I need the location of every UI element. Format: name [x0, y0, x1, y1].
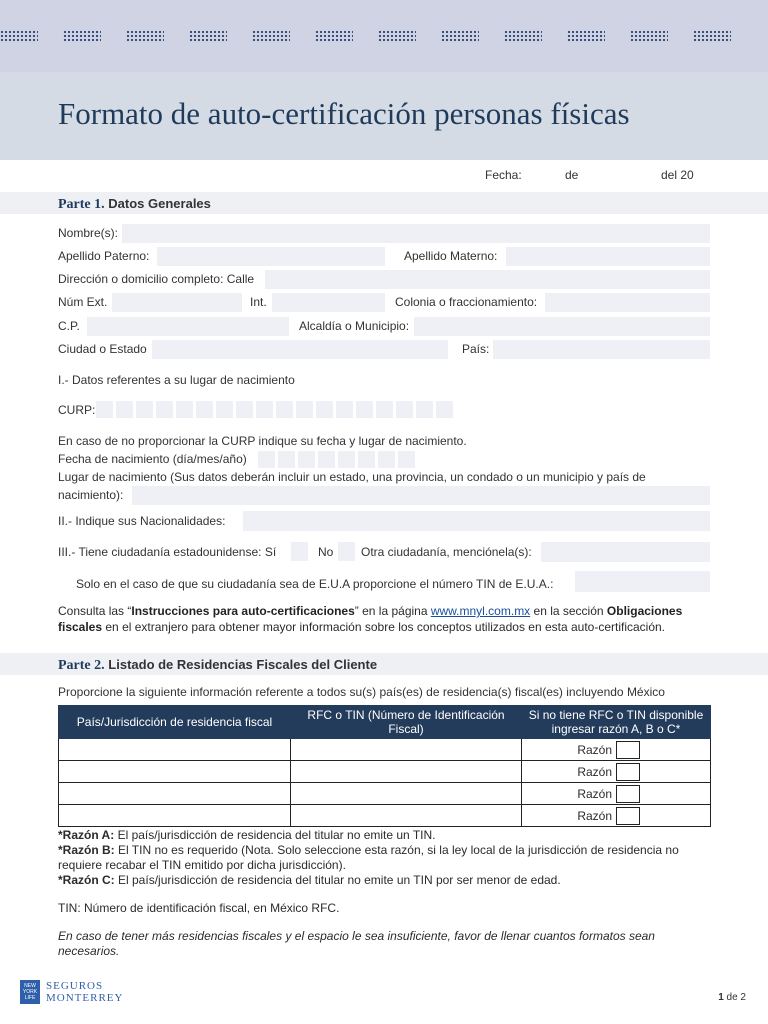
curp-char-box[interactable] — [156, 401, 173, 418]
rfc-cell[interactable] — [291, 761, 522, 783]
table-row — [59, 739, 711, 761]
direccion-input[interactable] — [265, 270, 710, 289]
seguros-monterrey-logo — [20, 980, 123, 1004]
lugar-nac-label-2: nacimiento): — [58, 488, 124, 502]
pais-cell[interactable] — [59, 739, 291, 761]
ciudadania-no-checkbox[interactable] — [338, 542, 355, 561]
apellido-paterno-label: Apellido Paterno: — [58, 249, 150, 263]
fecha-char-box[interactable] — [358, 451, 375, 468]
razon-label: Razón — [577, 809, 612, 823]
page-number — [718, 992, 746, 1003]
dot-group — [567, 30, 605, 42]
lugar-nac-input[interactable] — [132, 486, 710, 505]
dot-group — [189, 30, 227, 42]
dot-group — [378, 30, 416, 42]
curp-char-box[interactable] — [196, 401, 213, 418]
pais-cell[interactable] — [59, 761, 291, 783]
cp-input[interactable] — [87, 317, 289, 336]
ciudad-input[interactable] — [152, 340, 448, 359]
parte2-part-label: Parte 2. — [58, 658, 105, 673]
razon-label: Razón — [577, 787, 612, 801]
apellido-materno-input[interactable] — [506, 247, 710, 266]
consulta-text-3: en la sección — [530, 604, 607, 618]
logo-line-1: SEGUROS — [46, 980, 104, 992]
apellido-materno-label: Apellido Materno: — [404, 249, 498, 263]
page-current: 1 — [718, 992, 724, 1003]
logo-line-2: MONTERREY — [46, 992, 124, 1004]
mnyl-link[interactable]: www.mnyl.com.mx — [430, 604, 531, 618]
otra-ciudadania-input[interactable] — [541, 542, 710, 562]
dot-group — [315, 30, 353, 42]
fecha-nac-label: Fecha de nacimiento (día/mes/año) — [58, 452, 247, 466]
pais-input[interactable] — [493, 340, 710, 359]
curp-char-box[interactable] — [256, 401, 273, 418]
razon-label: Razón — [577, 743, 612, 757]
consulta-text-1: Consulta las “ — [58, 604, 132, 618]
razon-label: Razón — [577, 765, 612, 779]
dot-group — [63, 30, 101, 42]
nota-italic: En caso de tener más residencias fiscales y el espacio le sea insuficiente, favor de llenar cuantos formatos sean necesarios. — [58, 929, 655, 958]
col-pais-header: País/Jurisdicción de residencia fiscal — [59, 706, 291, 739]
residencias-table — [58, 705, 711, 827]
razon-a-bold: *Razón A: — [58, 828, 115, 842]
curp-char-box[interactable] — [396, 401, 413, 418]
nacionalidades-label: II.- Indique sus Nacionalidades: — [58, 514, 226, 528]
curp-boxes[interactable] — [96, 401, 453, 418]
ciudad-label: Ciudad o Estado — [58, 342, 147, 356]
page-title: Formato de auto-certificación personas físicas — [58, 96, 630, 131]
pais-label: País: — [462, 342, 490, 356]
razon-notes — [58, 828, 718, 888]
new-york-life-logo-icon: NEW YORK LIFE — [20, 980, 40, 1004]
razon-a-text: El país/jurisdicción de residencia del titular no emite un TIN. — [114, 828, 436, 842]
tin-eua-input[interactable] — [575, 571, 710, 592]
table-row — [59, 805, 711, 827]
parte1-part-label: Parte 1. — [58, 197, 105, 212]
curp-char-box[interactable] — [336, 401, 353, 418]
col-rfc-header: RFC o TIN (Número de Identificación Fiscal) — [291, 706, 522, 739]
consulta-text-4: en el extranjero para obtener mayor información sobre los conceptos utilizados en esta auto-certificación. — [102, 620, 666, 634]
dot-group — [441, 30, 479, 42]
nacionalidades-input[interactable] — [243, 511, 710, 531]
fecha-char-box[interactable] — [398, 451, 415, 468]
razon-c-note — [58, 873, 718, 888]
dot-group — [0, 30, 38, 42]
razon-input[interactable] — [616, 763, 640, 781]
fecha-de-label: de — [565, 168, 579, 182]
rfc-cell[interactable] — [291, 739, 522, 761]
int-input[interactable] — [272, 293, 385, 312]
curp-char-box[interactable] — [116, 401, 133, 418]
fecha-dia-field[interactable] — [525, 166, 561, 185]
cp-label: C.P. — [58, 319, 80, 333]
no-curp-text: En caso de no proporcionar la CURP indique su fecha y lugar de nacimiento. — [58, 434, 467, 448]
dot-pattern — [0, 30, 768, 44]
dot-group — [252, 30, 290, 42]
dot-group — [630, 30, 668, 42]
dot-group — [504, 30, 542, 42]
curp-char-box[interactable] — [316, 401, 333, 418]
curp-char-box[interactable] — [416, 401, 433, 418]
consulta-text-2: ” en la página — [354, 604, 431, 618]
razon-c-text: El país/jurisdicción de residencia del titular no emite un TIN por ser menor de edad. — [114, 873, 561, 887]
alcaldia-label: Alcaldía o Municipio: — [299, 319, 410, 333]
curp-char-box[interactable] — [216, 401, 233, 418]
rfc-cell[interactable] — [291, 805, 522, 827]
table-row — [59, 783, 711, 805]
curp-char-box[interactable] — [176, 401, 193, 418]
apellido-paterno-input[interactable] — [157, 247, 385, 266]
page-total: de 2 — [723, 992, 746, 1003]
fecha-char-box[interactable] — [298, 451, 315, 468]
tin-definition: TIN: Número de identificación fiscal, en México RFC. — [58, 901, 340, 915]
fecha-char-box[interactable] — [278, 451, 295, 468]
curp-char-box[interactable] — [236, 401, 253, 418]
curp-char-box[interactable] — [436, 401, 453, 418]
fecha-char-box[interactable] — [318, 451, 335, 468]
fecha-label: Fecha: — [485, 168, 522, 182]
nombre-label: Nombre(s): — [58, 226, 119, 240]
curp-char-box[interactable] — [276, 401, 293, 418]
logo-text — [46, 980, 123, 1004]
parte2-title — [58, 657, 377, 674]
direccion-label: Dirección o domicilio completo: Calle — [58, 272, 255, 286]
razon-cell — [522, 805, 711, 827]
nombre-input[interactable] — [122, 224, 710, 243]
razon-cell — [522, 783, 711, 805]
curp-label: CURP: — [58, 403, 96, 417]
colonia-input[interactable] — [545, 293, 710, 312]
razon-b-text: El TIN no es requerido (Nota. Solo seleccione esta razón, si la ley local de la jurisdicción de residencia no requiere recabar el TIN emitido por dicha jurisdicción). — [58, 843, 679, 872]
colonia-label: Colonia o fraccionamiento: — [395, 295, 538, 309]
num-ext-label: Núm Ext. — [58, 295, 108, 309]
curp-char-box[interactable] — [136, 401, 153, 418]
parte1-title-text: Datos Generales — [108, 196, 211, 211]
curp-char-box[interactable] — [96, 401, 113, 418]
nacimiento-heading: I.- Datos referentes a su lugar de nacimiento — [58, 373, 295, 387]
num-ext-input[interactable] — [112, 293, 242, 312]
fecha-char-box[interactable] — [378, 451, 395, 468]
tin-eua-label: Solo en el caso de que su ciudadanía sea de E.U.A proporcione el número TIN de E.U.A.: — [76, 577, 554, 591]
razon-a-note — [58, 828, 718, 843]
obligaciones-bold: Obligaciones fiscales — [58, 604, 683, 634]
razon-input[interactable] — [616, 785, 640, 803]
parte1-title — [58, 196, 211, 213]
razon-input[interactable] — [616, 807, 640, 825]
razon-b-bold: *Razón B: — [58, 843, 115, 857]
fecha-char-box[interactable] — [258, 451, 275, 468]
col-razon-header: Si no tiene RFC o TIN disponible ingresar razón A, B o C* — [522, 706, 711, 739]
int-label: Int. — [250, 295, 267, 309]
razon-cell — [522, 761, 711, 783]
razon-cell — [522, 739, 711, 761]
ciudadania-label: III.- Tiene ciudadanía estadounidense: Sí — [58, 545, 277, 559]
curp-char-box[interactable] — [376, 401, 393, 418]
otra-ciudadania-label: Otra ciudadanía, menciónela(s): — [361, 545, 532, 559]
razon-input[interactable] — [616, 741, 640, 759]
curp-char-box[interactable] — [296, 401, 313, 418]
dot-group — [126, 30, 164, 42]
lugar-nac-label-1: Lugar de nacimiento (Sus datos deberán incluir un estado, una provincia, un condado o un municipio y país de — [58, 470, 646, 484]
table-row — [59, 761, 711, 783]
ciudadania-no-label: No — [318, 545, 334, 559]
razon-b-note — [58, 843, 718, 873]
table-header-row — [59, 706, 711, 739]
consulta-paragraph — [58, 603, 718, 635]
fecha-char-box[interactable] — [338, 451, 355, 468]
fecha-del-label: del 20 — [661, 168, 694, 182]
rfc-cell[interactable] — [291, 783, 522, 805]
razon-c-bold: *Razón C: — [58, 873, 115, 887]
parte2-intro: Proporcione la siguiente información referente a todos su(s) país(es) de residencia(s) fiscal(es) incluyendo México — [58, 685, 665, 699]
fecha-nac-boxes[interactable] — [258, 451, 415, 468]
pais-cell[interactable] — [59, 783, 291, 805]
dot-group — [693, 30, 731, 42]
alcaldia-input[interactable] — [414, 317, 710, 336]
parte2-title-text: Listado de Residencias Fiscales del Cliente — [108, 657, 378, 672]
ciudadania-si-checkbox[interactable] — [291, 542, 308, 561]
instrucciones-bold: Instrucciones para auto-certificaciones — [131, 604, 355, 618]
curp-char-box[interactable] — [356, 401, 373, 418]
pais-cell[interactable] — [59, 805, 291, 827]
